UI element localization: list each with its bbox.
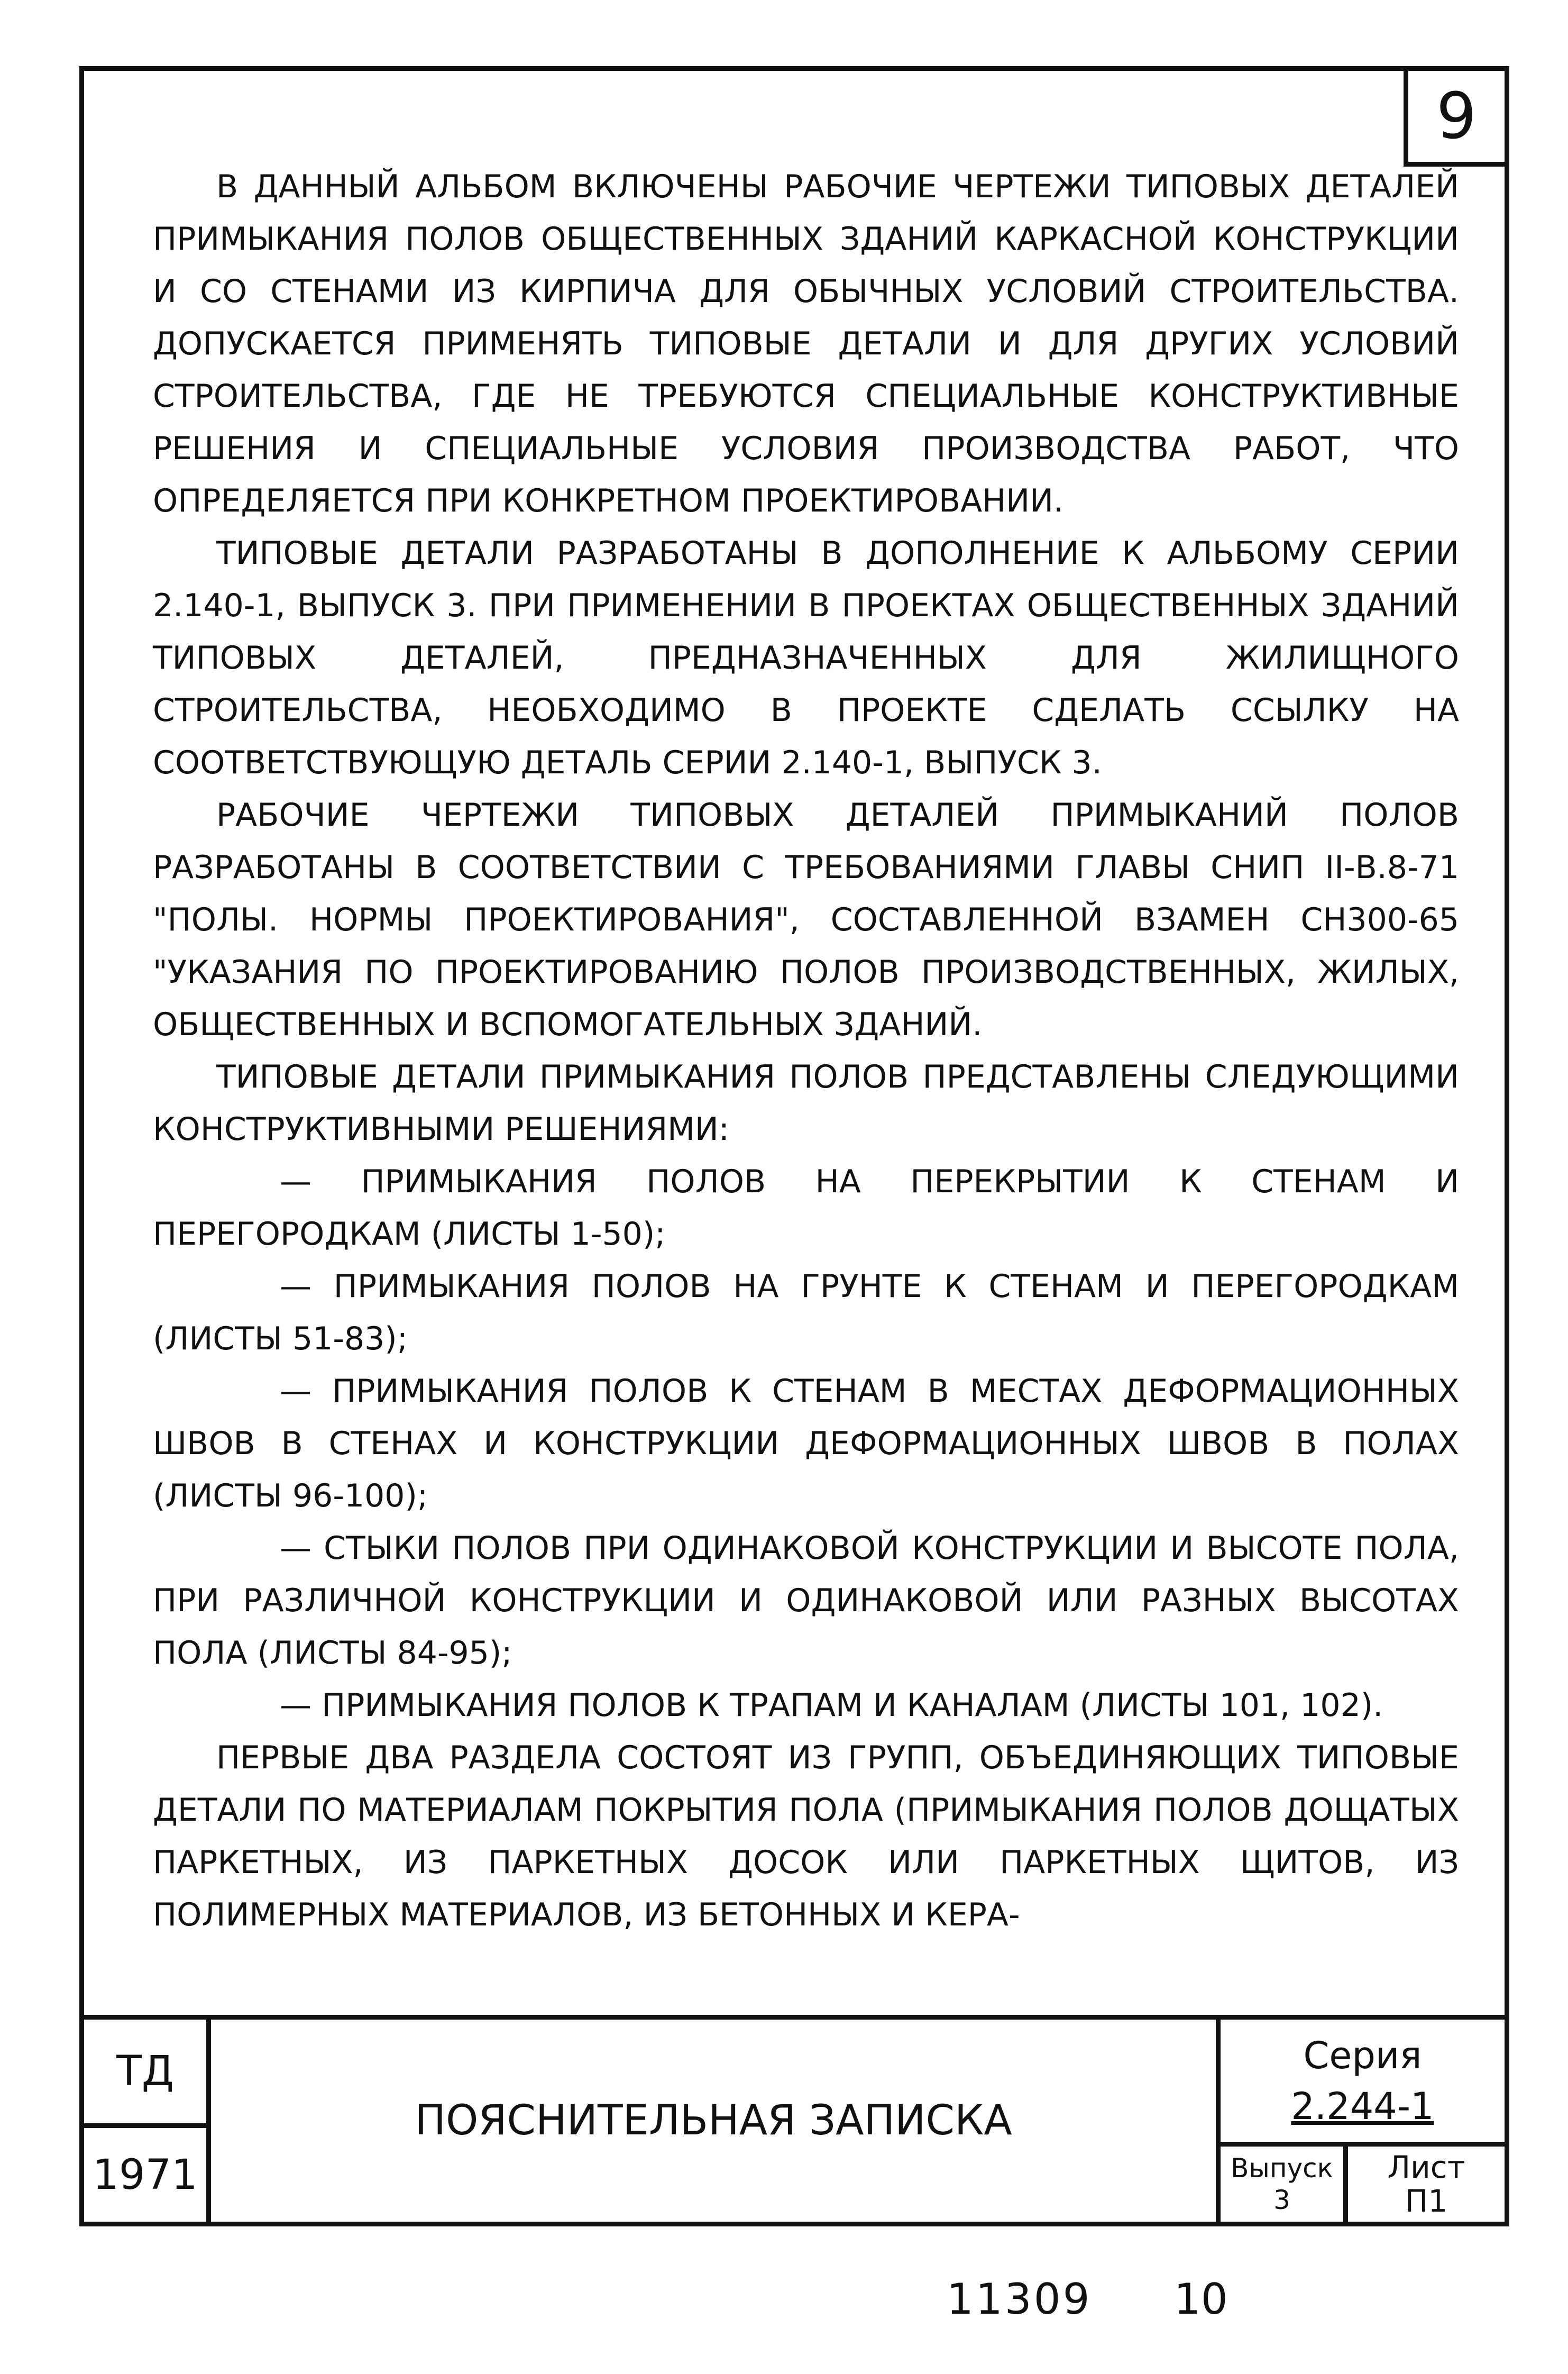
issue-value: 3 — [1273, 2185, 1290, 2215]
list-item: — ПРИМЫКАНИЯ ПОЛОВ К ТРАПАМ И КАНАЛАМ (ЛИСТЫ 101, 102). — [280, 1687, 1383, 1724]
page-number: 9 — [1436, 79, 1477, 153]
title-block-sheet-cell — [1348, 2147, 1505, 2222]
org-code: ТД — [116, 2048, 174, 2095]
paragraph-solutions-intro: ТИПОВЫЕ ДЕТАЛИ ПРИМЫКАНИЯ ПОЛОВ ПРЕДСТАВЛЕНЫ СЛЕДУЮЩИМИ КОНСТРУКТИВНЫМИ РЕШЕНИЯМИ: — [153, 1058, 1459, 1148]
paragraph-standards: РАБОЧИЕ ЧЕРТЕЖИ ТИПОВЫХ ДЕТАЛЕЙ ПРИМЫКАНИЙ ПОЛОВ РАЗРАБОТАНЫ В СООТВЕТСТВИИ С ТРЕБОВАНИЯМИ ГЛАВЫ СНИП II-В.8-71 "ПОЛЫ. НОРМЫ ПРОЕКТИРОВАНИЯ", СОСТАВЛЕННОЙ ВЗАМЕН СН300-65 "УКАЗАНИЯ ПО ПРОЕКТИРОВАНИЮ ПОЛОВ ПРОИЗВОДСТВЕННЫХ, ЖИЛЫХ, ОБЩЕСТВЕННЫХ И ВСПОМОГАТЕЛЬНЫХ ЗДАНИЙ. — [153, 797, 1459, 1043]
paragraph-series-reference: ТИПОВЫЕ ДЕТАЛИ РАЗРАБОТАНЫ В ДОПОЛНЕНИЕ К АЛЬБОМУ СЕРИИ 2.140-1, ВЫПУСК 3. ПРИ ПРИМЕНЕНИИ В ПРОЕКТАХ ОБЩЕСТВЕННЫХ ЗДАНИЙ ТИПОВЫХ ДЕТАЛЕЙ, ПРЕДНАЗНАЧЕННЫХ ДЛЯ ЖИЛИЩНОГО СТРОИТЕЛЬСТВА, НЕОБХОДИМО В ПРОЕКТЕ СДЕЛАТЬ ССЫЛКУ НА СООТВЕТСТВУЮЩУЮ ДЕТАЛЬ СЕРИИ 2.140-1, ВЫПУСК 3. — [153, 535, 1459, 781]
title-block-org-cell — [84, 2020, 211, 2128]
sheet-label: Лист — [1387, 2149, 1465, 2185]
explanatory-note-body — [153, 161, 1459, 1941]
issue-label: Выпуск — [1231, 2153, 1333, 2184]
page-number-box — [1404, 66, 1509, 167]
title-block-series-cell — [1216, 2020, 1505, 2147]
document-title: ПОЯСНИТЕЛЬНАЯ ЗАПИСКА — [415, 2097, 1012, 2144]
title-block-title-cell — [211, 2020, 1216, 2222]
series-label: Серия — [1303, 2033, 1422, 2077]
paragraph-sections: ПЕРВЫЕ ДВА РАЗДЕЛА СОСТОЯТ ИЗ ГРУПП, ОБЪЕДИНЯЮЩИХ ТИПОВЫЕ ДЕТАЛИ ПО МАТЕРИАЛАМ ПОКРЫТИЯ ПОЛА (ПРИМЫКАНИЯ ПОЛОВ ДОЩАТЫХ ПАРКЕТНЫХ, ИЗ ПАРКЕТНЫХ ДОСОК ИЛИ ПАРКЕТНЫХ ЩИТОВ, ИЗ ПОЛИМЕРНЫХ МАТЕРИАЛОВ, ИЗ БЕТОННЫХ И КЕРА- — [153, 1739, 1459, 1933]
drawing-sheet-frame — [79, 66, 1509, 2226]
list-item: — ПРИМЫКАНИЯ ПОЛОВ К СТЕНАМ В МЕСТАХ ДЕФОРМАЦИОННЫХ ШВОВ В СТЕНАХ И КОНСТРУКЦИИ ДЕФОРМАЦИОННЫХ ШВОВ В ПОЛАХ (ЛИСТЫ 96-100); — [153, 1373, 1459, 1514]
title-block — [79, 2015, 1509, 2226]
paragraph-intro: В ДАННЫЙ АЛЬБОМ ВКЛЮЧЕНЫ РАБОЧИЕ ЧЕРТЕЖИ ТИПОВЫХ ДЕТАЛЕЙ ПРИМЫКАНИЯ ПОЛОВ ОБЩЕСТВЕННЫХ ЗДАНИЙ КАРКАСНОЙ КОНСТРУКЦИИ И СО СТЕНАМИ ИЗ КИРПИЧА ДЛЯ ОБЫЧНЫХ УСЛОВИЙ СТРОИТЕЛЬСТВА. ДОПУСКАЕТСЯ ПРИМЕНЯТЬ ТИПОВЫЕ ДЕТАЛИ И ДЛЯ ДРУГИХ УСЛОВИЙ СТРОИТЕЛЬСТВА, ГДЕ НЕ ТРЕБУЮТСЯ СПЕЦИАЛЬНЫЕ КОНСТРУКТИВНЫЕ РЕШЕНИЯ И СПЕЦИАЛЬНЫЕ УСЛОВИЯ ПРОИЗВОДСТВА РАБОТ, ЧТО ОПРЕДЕЛЯЕТСЯ ПРИ КОНКРЕТНОМ ПРОЕКТИРОВАНИИ. — [153, 168, 1459, 519]
list-item: — СТЫКИ ПОЛОВ ПРИ ОДИНАКОВОЙ КОНСТРУКЦИИ И ВЫСОТЕ ПОЛА, ПРИ РАЗЛИЧНОЙ КОНСТРУКЦИИ И ОДИНАКОВОЙ ИЛИ РАЗНЫХ ВЫСОТАХ ПОЛА (ЛИСТЫ 84-95); — [153, 1530, 1459, 1672]
sheet-value: П1 — [1405, 2183, 1448, 2219]
series-code: 2.244-1 — [1291, 2084, 1434, 2128]
year: 1971 — [93, 2151, 198, 2199]
list-item: — ПРИМЫКАНИЯ ПОЛОВ НА ПЕРЕКРЫТИИ К СТЕНАМ И ПЕРЕГОРОДКАМ (ЛИСТЫ 1-50); — [153, 1163, 1459, 1253]
archive-code: 11309 — [947, 2275, 1092, 2324]
archive-page-number: 10 — [1174, 2275, 1228, 2324]
list-item: — ПРИМЫКАНИЯ ПОЛОВ НА ГРУНТЕ К СТЕНАМ И ПЕРЕГОРОДКАМ (ЛИСТЫ 51-83); — [153, 1268, 1459, 1357]
title-block-issue-cell — [1216, 2147, 1348, 2222]
title-block-year-cell — [84, 2128, 211, 2222]
